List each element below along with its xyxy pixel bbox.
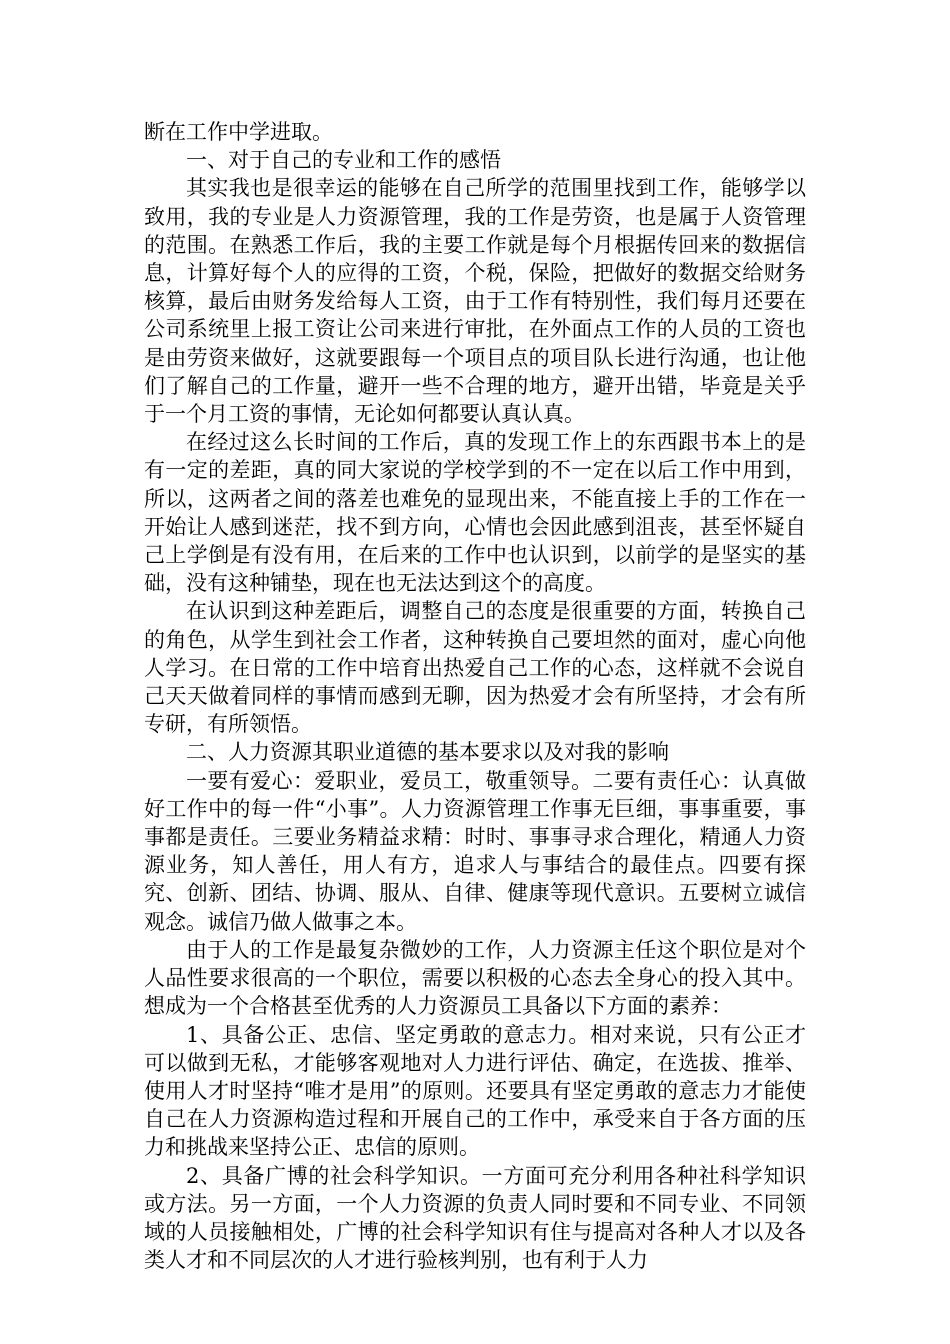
paragraph-attitude-adjustment: 在认识到这种差距后，调整自己的态度是很重要的方面，转换自己的角色，从学生到社会工作者，这种转换自己要坦然的面对，虚心向他人学习。在日常的工作中培育出热爱自己工作的心态，这样就不会说自己天天做着同样的事情而感到无聊，因为热爱才会有所坚持，才会有所专研，有所领悟。 [144,599,806,737]
document-page [144,118,806,1274]
paragraph-ethics-requirements: 一要有爱心：爱职业，爱员工，敬重领导。二要有责任心：认真做好工作中的每一件“小事”。人力资源管理工作事无巨细，事事重要，事事都是责任。三要业务精益求精：时时、事事寻求合理化，精通人力资源业务，知人善任，用人有方，追求人与事结合的最佳点。四要有探究、创新、团结、协调、服从、自律、健康等现代意识。五要树立诚信观念。诚信乃做人做事之本。 [144,768,806,934]
section-heading-1: 一、对于自己的专业和工作的感悟 [186,148,501,173]
paragraph-continuation: 断在工作中学进取。 [144,120,333,144]
list-item-2: 2、具备广博的社会科学知识。一方面可充分利用各种社科学知识或方法。另一方面，一个人力资源的负责人同时要和不同专业、不同领域的人员接触相处，广博的社会科学知识有住与提高对各种人才以及各类人才和不同层次的人才进行验核判别，也有利于人力 [144,1163,806,1273]
paragraph-hr-role: 由于人的工作是最复杂微妙的工作，人力资源主任这个职位是对个人品性要求很高的一个职位，需要以积极的心态去全身心的投入其中。想成为一个合格甚至优秀的人力资源员工具备以下方面的素养： [144,937,806,1019]
list-item-1: 1、具备公正、忠信、坚定勇敢的意志力。相对来说，只有公正才可以做到无私，才能够客观地对人力进行评估、确定，在选拔、推举、使用人才时坚持“唯才是用”的原则。还要具有坚定勇敢的意志力才能使自己在人力资源构造过程和开展自己的工作中，承受来自于各方面的压力和挑战来坚持公正、忠信的原则。 [144,1022,806,1160]
section-heading-2: 二、人力资源其职业道德的基本要求以及对我的影响 [186,740,669,765]
paragraph-theory-practice-gap: 在经过这么长时间的工作后，真的发现工作上的东西跟书本上的是有一定的差距，真的同大家说的学校学到的不一定在以后工作中用到，所以，这两者之间的落差也难免的显现出来，不能直接上手的工作在一开始让人感到迷茫，找不到方向，心情也会因此感到沮丧，甚至怀疑自己上学倒是有没有用，在后来的工作中也认识到，以前学的是坚实的基础，没有这种铺垫，现在也无法达到这个的高度。 [144,430,806,596]
paragraph-work-description: 其实我也是很幸运的能够在自己所学的范围里找到工作，能够学以致用，我的专业是人力资源管理，我的工作是劳资，也是属于人资管理的范围。在熟悉工作后，我的主要工作就是每个月根据传回来的数据信息，计算好每个人的应得的工资，个税，保险，把做好的数据交给财务核算，最后由财务发给每人工资，由于工作有特别性，我们每月还要在公司系统里上报工资让公司来进行审批，在外面点工作的人员的工资也是由劳资来做好，这就要跟每一个项目点的项目队长进行沟通，也让他们了解自己的工作量，避开一些不合理的地方，避开出错，毕竟是关乎于一个月工资的事情，无论如何都要认真认真。 [144,176,806,427]
